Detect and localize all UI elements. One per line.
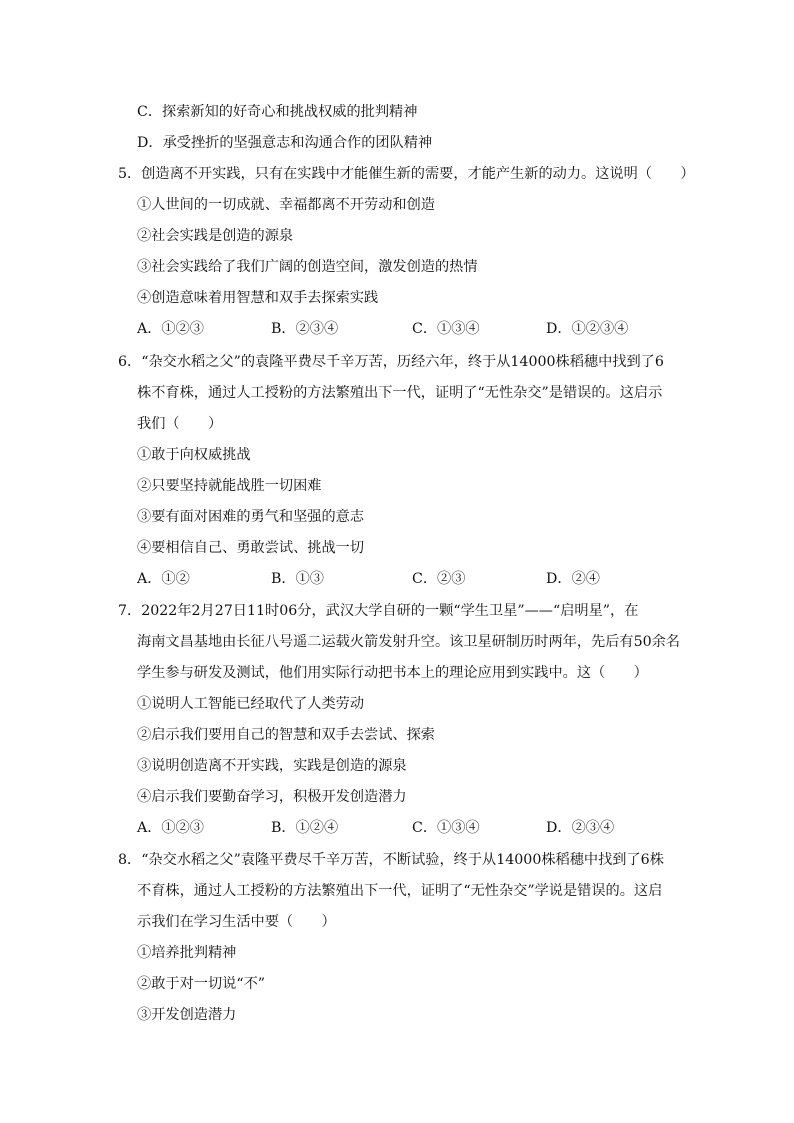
q8-stem-line-1: 8．“杂交水稻之父”袁隆平费尽千辛万苦，不断试验，终于从14000株稻穗中找到了6株 xyxy=(118,852,664,868)
q8-item-2: ②敢于对一切说“不” xyxy=(137,976,266,992)
q5-option-c: C．①③④ xyxy=(412,321,480,337)
q6-item-3: ③要有面对困难的勇气和坚强的意志 xyxy=(137,509,365,525)
q6-item-2: ②只要坚持就能战胜一切困难 xyxy=(137,478,322,494)
q5-item-2: ②社会实践是创造的源泉 xyxy=(137,228,294,244)
q5-option-a: A．①②③ xyxy=(137,321,204,337)
q6-item-1: ①敢于向权威挑战 xyxy=(137,447,251,463)
q7-item-2: ②启示我们要用自己的智慧和双手去尝试、探索 xyxy=(137,727,435,743)
q6-option-d: D．②④ xyxy=(546,571,600,587)
q8-item-3: ③开发创造潜力 xyxy=(137,1007,237,1023)
q5-item-4: ④创造意味着用智慧和双手去探索实践 xyxy=(137,290,379,306)
q7-option-b: B．①②④ xyxy=(271,820,339,836)
q5-option-b: B．②③④ xyxy=(271,321,339,337)
q8-stem-line-3: 示我们在学习生活中要（ ） xyxy=(137,914,336,930)
q7-option-a: A．①②③ xyxy=(137,820,204,836)
prev-option-c: C．探索新知的好奇心和挑战权威的批判精神 xyxy=(137,104,418,120)
q7-item-3: ③说明创造离不开实践，实践是创造的源泉 xyxy=(137,758,407,774)
q7-option-c: C．①③④ xyxy=(412,820,480,836)
q8-stem-line-2: 不育株，通过人工授粉的方法繁殖出下一代，证明了“无性杂交”学说是错误的。这启 xyxy=(137,883,663,899)
q6-stem-line-3: 我们（ ） xyxy=(137,416,223,432)
q6-stem-line-2: 株不育株，通过人工授粉的方法繁殖出下一代，证明了“无性杂交”是错误的。这启示 xyxy=(137,385,663,401)
q7-stem-line-3: 学生参与研发及测试，他们用实际行动把书本上的理论应用到实践中。这（ ） xyxy=(137,665,648,681)
prev-option-d: D．承受挫折的坚强意志和沟通合作的团队精神 xyxy=(137,135,433,151)
q7-item-4: ④启示我们要勤奋学习，积极开发创造潜力 xyxy=(137,789,407,805)
q8-item-1: ①培养批判精神 xyxy=(137,945,237,961)
q6-option-b: B．①③ xyxy=(271,571,324,587)
q5-item-1: ①人世间的一切成就、幸福都离不开劳动和创造 xyxy=(137,197,435,213)
q5-item-3: ③社会实践给了我们广阔的创造空间，激发创造的热情 xyxy=(137,259,478,275)
q6-option-c: C．②③ xyxy=(412,571,466,587)
q7-option-d: D．②③④ xyxy=(546,820,615,836)
q7-stem-line-1: 7．2022年2月27日11时06分，武汉大学自研的一颗“学生卫星”——“启明星”，在 xyxy=(118,603,639,619)
q5-option-d: D．①②③④ xyxy=(546,321,629,337)
q7-stem-line-2: 海南文昌基地由长征八号遥二运载火箭发射升空。该卫星研制历时两年，先后有50余名 xyxy=(137,634,680,650)
q7-item-1: ①说明人工智能已经取代了人类劳动 xyxy=(137,696,365,712)
q6-stem-line-1: 6．“杂交水稻之父”的袁隆平费尽千辛万苦，历经六年，终于从14000株稻穗中找到了6 xyxy=(118,354,664,370)
q5-stem: 5．创造离不开实践，只有在实践中才能催生新的需要，才能产生新的动力。这说明（ ） xyxy=(118,166,695,182)
q6-item-4: ④要相信自己、勇敢尝试、挑战一切 xyxy=(137,540,365,556)
q6-option-a: A．①② xyxy=(137,571,190,587)
